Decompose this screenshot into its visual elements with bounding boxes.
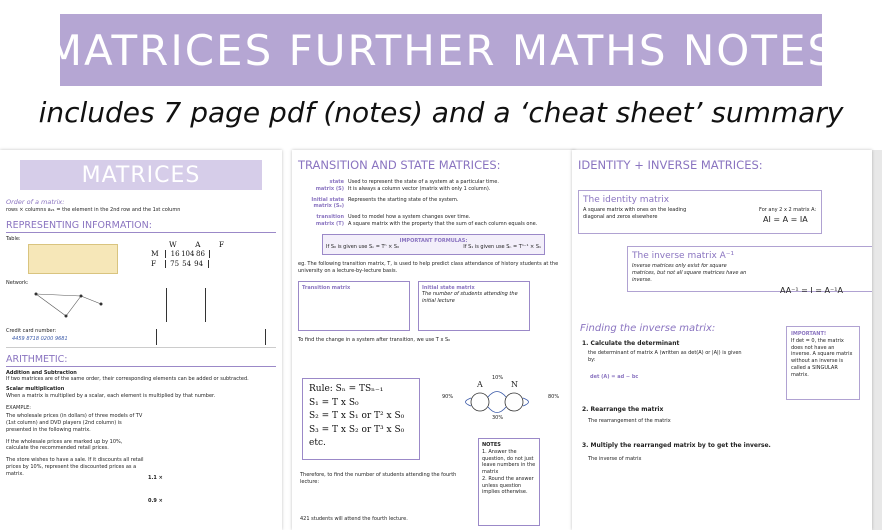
- rule-line: S₃ = T x S₂ or T³ x S₀: [309, 424, 405, 435]
- page-preview-transition: [292, 150, 575, 530]
- inverse-text: Inverse matrices only exist for square matrices, but not all square matrices have an inverse.: [632, 263, 747, 283]
- arithmetic-heading: ARITHMETIC:: [6, 354, 276, 367]
- credit-label: Credit card number:: [6, 327, 57, 334]
- cell: 75: [170, 259, 180, 268]
- cell: 54: [182, 259, 192, 268]
- step-3-text: The inverse of matrix: [588, 456, 642, 462]
- representing-section: [6, 236, 276, 348]
- step-2: 2. Rearrange the matrix: [582, 406, 664, 413]
- credit-value: 4459 8718 0200 9681: [12, 335, 68, 342]
- def-row: [296, 221, 571, 228]
- scalar-text: When a matrix is multiplied by a scalar, each element is multiplied by that number.: [6, 392, 216, 399]
- find-text: To find the change in a system after transition, we use T x S₀: [298, 336, 451, 343]
- important-text: If det = 0, the matrix does not have an inverse. A square matrix without an inverse is called a SINGULAR matrix.: [791, 337, 853, 378]
- title-banner: [45, 14, 837, 86]
- state-box-text: The number of students attending the initial lecture: [422, 291, 518, 304]
- formula-2: If S₁ is given use Sₙ = Tⁿ⁻¹ × S₁: [463, 244, 541, 251]
- det-formula: det (A) = ad − bc: [590, 374, 639, 380]
- def-term: state: [329, 179, 344, 185]
- def-row: [296, 186, 571, 193]
- eg-text: eg. The following transition matrix, T, is used to help predict class attendance of history students at the university on a lecture-by-lecture basis.: [298, 261, 559, 274]
- example-1: The wholesale prices (in dollars) of three models of TV (1st column) and DVD players (2nd column) is presented in the following matrix.: [6, 413, 143, 433]
- def-text: Used to model how a system changes over time.: [348, 214, 471, 220]
- step-1: 1. Calculate the determinant: [582, 340, 680, 347]
- scalar-heading: Scalar multiplication: [6, 386, 65, 393]
- def-text: Used to represent the state of a system at a particular time.: [348, 179, 499, 185]
- network-matrix: [166, 288, 206, 322]
- def-text: Represents the starting state of the system.: [348, 196, 459, 203]
- def-row: [296, 214, 571, 221]
- transition-box: [298, 281, 410, 331]
- example-label: EXAMPLE:: [6, 404, 31, 411]
- important-title: IMPORTANT!: [791, 331, 827, 337]
- cell: 104: [181, 250, 195, 259]
- matrix-row-2: [165, 260, 209, 268]
- page-title: MATRICES FURTHER MATHS NOTES: [45, 25, 837, 75]
- def-text: It is always a column vector (matrix with only 1 column).: [348, 185, 491, 192]
- row-label-m: M: [151, 249, 159, 259]
- formulas-box: [322, 234, 545, 256]
- matrix-row-1: [165, 250, 210, 258]
- subtitle: includes 7 page pdf (notes) and a ‘cheat sheet’ summary: [38, 96, 844, 129]
- state-box: [418, 281, 530, 331]
- transition-box-title: Transition matrix: [302, 284, 351, 291]
- inverse-title: The inverse matrix A⁻¹: [632, 251, 735, 261]
- prob-1: 10%: [492, 375, 504, 381]
- cell: 16: [170, 250, 180, 259]
- identity-eq: AI = A = IA: [763, 215, 808, 224]
- table-label: Table:: [6, 235, 21, 242]
- cell: 94: [194, 259, 204, 268]
- step-2-text: The rearrangement of the matrix: [588, 418, 671, 424]
- order-heading: Order of a matrix:: [6, 198, 65, 206]
- def-row: [296, 179, 571, 186]
- example-2: If the wholesale prices are marked up by 10%, calculate the recommended retail prices.: [6, 438, 123, 452]
- add-text: If two matrices are of the same order, their corresponding elements can be added or subtracted.: [6, 376, 249, 383]
- add-heading: Addition and Subtraction: [6, 369, 77, 376]
- rule-title: Rule: Sₙ = TSₙ₋₁: [309, 384, 384, 394]
- important-box: [786, 326, 860, 400]
- identity-box: [578, 190, 822, 234]
- row-label-f: F: [151, 259, 157, 269]
- page1-title: MATRICES: [20, 160, 262, 190]
- def-term: matrix (S): [315, 185, 344, 192]
- identity-title: The identity matrix: [583, 195, 670, 205]
- col-a: A: [195, 239, 201, 249]
- def-term: transition: [316, 214, 344, 220]
- node-a: A: [477, 380, 483, 389]
- example-3: The store wishes to have a sale. If it discounts all retail prices by 10%, represent the discounted prices as a matrix.: [6, 457, 144, 477]
- def-term: matrix (T): [315, 220, 344, 227]
- def-row: [296, 197, 571, 211]
- formula-1: If S₀ is given use Sₙ = Tⁿ × S₀: [326, 244, 400, 251]
- formulas-title: IMPORTANT FORMULAS:: [399, 237, 468, 244]
- network-diagram: [26, 286, 106, 322]
- step-3-label: 3. Multiply the rearranged matrix by: [582, 442, 706, 449]
- prob-3: 90%: [442, 394, 454, 400]
- rule-line: etc.: [309, 438, 326, 448]
- node-n: N: [511, 380, 518, 389]
- note-item: 1. Answer the question, do not just leave numbers in the matrix: [482, 448, 536, 475]
- step-1-text: the determinant of matrix A (written as det(A) or |A|) is given by:: [588, 350, 742, 363]
- notes-box: [478, 438, 540, 526]
- rule-line: S₂ = T x S₁ or T² x S₀: [309, 411, 405, 421]
- step-3-suffix: to get the inverse.: [707, 442, 771, 449]
- therefore-text: Therefore, to find the number of students attending the fourth lecture:: [300, 472, 457, 485]
- inverse-heading: IDENTITY + INVERSE MATRICES:: [578, 158, 763, 172]
- identity-rule: For any 2 x 2 matrix A:: [759, 207, 817, 213]
- note-item: 2. Round the answer unless question implies otherwise.: [482, 475, 534, 496]
- def-term: Initial state matrix (S₀): [311, 196, 344, 210]
- page-preview-matrices: [0, 150, 282, 530]
- scalar-1: 1.1 ×: [148, 475, 163, 481]
- rule-line: S₁ = T x S₀: [309, 397, 359, 408]
- transition-heading: TRANSITION AND STATE MATRICES:: [298, 158, 501, 172]
- col-f: F: [218, 239, 225, 249]
- sample-table: [28, 244, 118, 274]
- col-w: W: [169, 239, 177, 249]
- finding-heading: Finding the inverse matrix:: [580, 323, 716, 334]
- page-preview-inverse: [572, 150, 872, 530]
- rule-box: [302, 378, 420, 460]
- prob-4: 80%: [548, 394, 560, 400]
- state-box-title: Initial state matrix: [422, 284, 475, 291]
- notes-title: NOTES: [482, 442, 501, 448]
- scalar-2: 0.9 ×: [148, 498, 163, 504]
- credit-matrix: [156, 329, 266, 345]
- answer-text: 421 students will attend the fourth lecture.: [300, 516, 408, 522]
- order-text: rows × columns a₂₁ = the element in the 2nd row and the 1st column: [6, 206, 181, 213]
- step-3: [582, 442, 771, 450]
- identity-text: A square matrix with ones on the leading diagonal and zeros elsewhere: [583, 207, 687, 220]
- table-matrix: [151, 240, 224, 269]
- definitions: [296, 179, 571, 228]
- cell: 86: [195, 250, 205, 259]
- def-text: A square matrix with the property that the sum of each column equals one.: [348, 220, 538, 227]
- network-label: Network:: [6, 279, 29, 286]
- representing-heading: REPRESENTING INFORMATION:: [6, 220, 276, 233]
- prob-2: 30%: [492, 415, 504, 421]
- inverse-eq: AA⁻¹ = I = A⁻¹A: [780, 286, 843, 295]
